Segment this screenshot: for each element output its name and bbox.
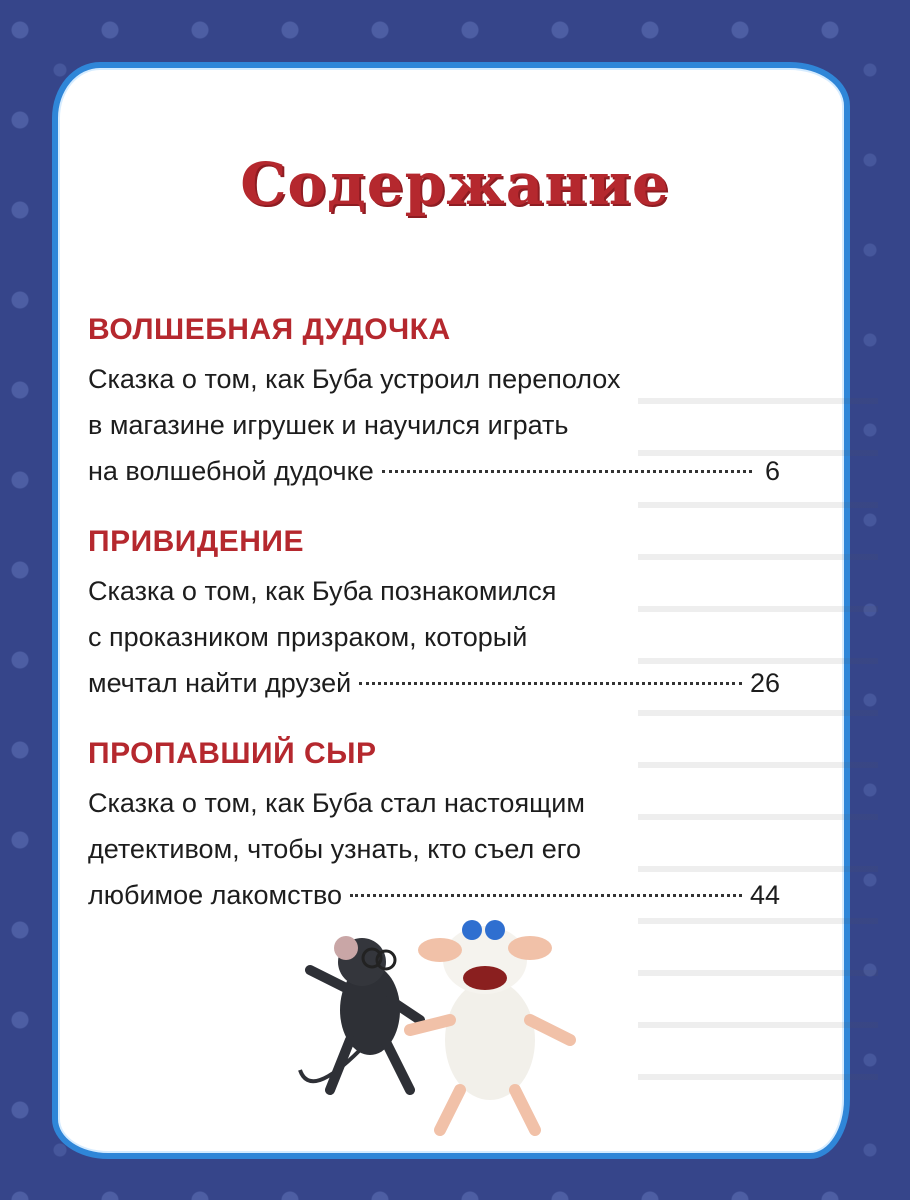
toc-entry-title: ПРОПАВШИЙ СЫР [88,737,377,770]
page-title: Содержание [240,150,670,218]
rat-character-icon [300,936,420,1090]
page-number: 44 [749,880,780,910]
dot-leader [350,894,742,897]
toc-entry-description: в магазине игрушек и научился играть [88,410,569,440]
toc-entry-last-line [88,660,780,706]
toc-entry[interactable] [88,734,780,918]
booba-character-icon [410,920,570,1130]
page-number: 6 [764,456,780,486]
toc-entry-description: детективом, чтобы узнать, кто съел его [88,834,582,864]
toc-entry-title: ПРИВИДЕНИЕ [88,525,304,558]
page-number: 26 [749,668,780,698]
dot-leader [382,470,752,473]
toc-entry-description: Сказка о том, как Буба стал настоящим [88,788,585,818]
dot-leader [359,682,742,685]
toc-entry[interactable] [88,522,780,706]
toc-entry-description: любимое лакомство [88,880,343,910]
toc-entry-last-line [88,448,780,494]
toc-entry-description: Сказка о том, как Буба устроил переполох [88,364,621,394]
toc-entry-description: с проказником призраком, который [88,622,528,652]
toc-entry-description: на волшебной дудочке [88,456,374,486]
table-of-contents [88,310,780,946]
toc-entry-description: Сказка о том, как Буба познакомился [88,576,557,606]
toc-entry-title: ВОЛШЕБНАЯ ДУДОЧКА [88,313,451,346]
toc-entry[interactable] [88,310,780,494]
toc-entry-description: мечтал найти друзей [88,668,352,698]
characters-illustration [290,900,610,1140]
